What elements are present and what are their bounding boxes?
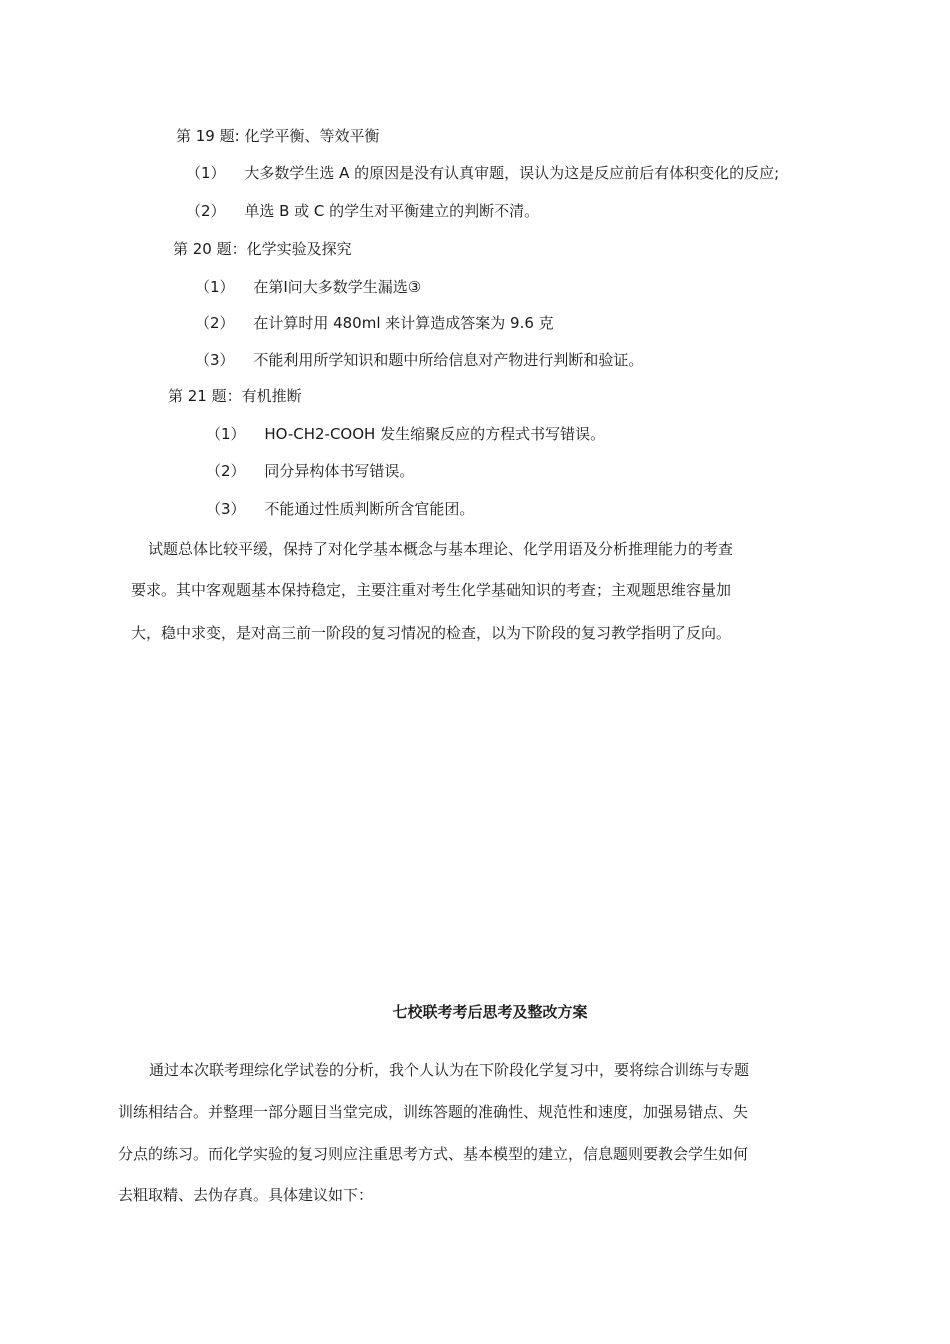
item-text: 单选 B 或 C 的学生对平衡建立的判断不清。 <box>244 202 540 220</box>
section-21-item-1 <box>206 424 605 444</box>
item-number: （3） <box>206 500 246 518</box>
item-number: （1） <box>195 278 235 296</box>
plan-line-4: 去粗取精、去伪存真。具体建议如下： <box>118 1186 374 1204</box>
section-20-heading: 第 20 题：化学实验及探究 <box>173 240 352 258</box>
item-number: （2） <box>195 314 235 332</box>
plan-line-3: 分点的练习。而化学实验的复习则应注重思考方式、基本模型的建立，信息题则要教会学生如何 <box>118 1145 749 1163</box>
section-20-item-2 <box>195 313 554 333</box>
section-21-heading: 第 21 题：有机推断 <box>168 387 302 405</box>
plan-line-1: 通过本次联考理综化学试卷的分析，我个人认为在下阶段化学复习中，要将综合训练与专题 <box>149 1061 750 1079</box>
section-21-item-3 <box>206 499 474 519</box>
item-text: HO-CH2-COOH 发生缩聚反应的方程式书写错误。 <box>264 425 606 443</box>
section-19-item-1 <box>186 163 779 183</box>
plan-line-2: 训练相结合。并整理一部分题目当堂完成，训练答题的准确性、规范性和速度，加强易错点、失 <box>118 1103 749 1121</box>
plan-title: 七校联考考后思考及整改方案 <box>392 1003 588 1021</box>
item-text: 不能利用所学知识和题中所给信息对产物进行判断和验证。 <box>253 351 644 369</box>
section-21-item-2 <box>206 461 414 481</box>
section-20-item-3 <box>195 350 643 370</box>
item-text: 在第Ⅰ问大多数学生漏选③ <box>253 278 422 296</box>
item-number: （1） <box>186 164 226 182</box>
section-20-item-1 <box>195 277 421 297</box>
item-number: （2） <box>186 202 226 220</box>
item-text: 同分异构体书写错误。 <box>264 462 415 480</box>
item-number: （3） <box>195 351 235 369</box>
summary-line-3: 大，稳中求变，是对高三前一阶段的复习情况的检查，以为下阶段的复习教学指明了反向。 <box>131 624 732 642</box>
summary-line-1: 试题总体比较平缓，保持了对化学基本概念与基本理论、化学用语及分析推理能力的考查 <box>148 540 734 558</box>
summary-line-2: 要求。其中客观题基本保持稳定，主要注重对考生化学基础知识的考查；主观题思维容量加 <box>131 581 732 599</box>
section-19-heading: 第 19 题: 化学平衡、等效平衡 <box>176 127 380 145</box>
section-19-item-2 <box>186 201 539 221</box>
item-text: 大多数学生选 A 的原因是没有认真审题，误认为这是反应前后有体积变化的反应; <box>244 164 780 182</box>
item-text: 在计算时用 480ml 来计算造成答案为 9.6 克 <box>253 314 554 332</box>
item-number: （2） <box>206 462 246 480</box>
item-text: 不能通过性质判断所含官能团。 <box>264 500 475 518</box>
item-number: （1） <box>206 425 246 443</box>
